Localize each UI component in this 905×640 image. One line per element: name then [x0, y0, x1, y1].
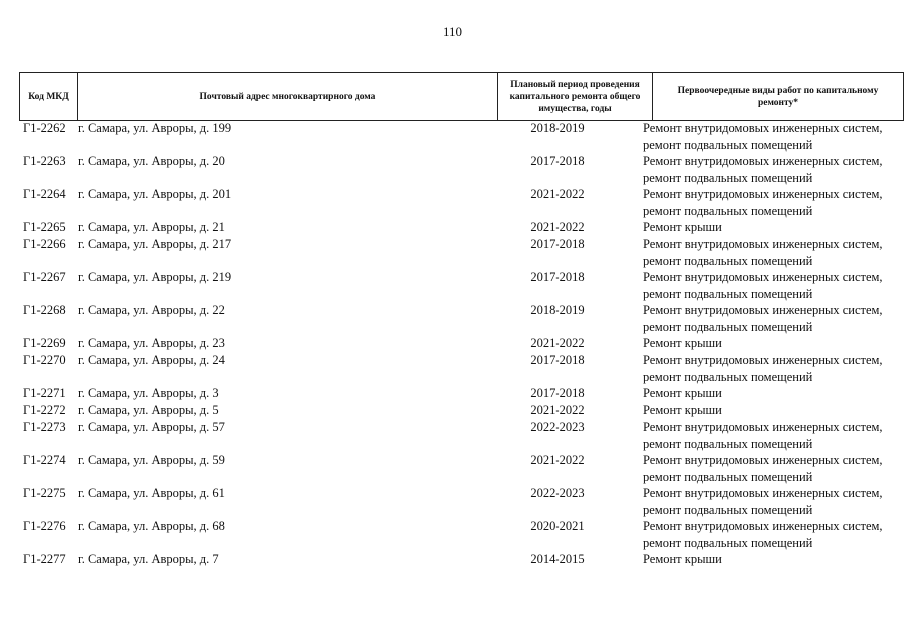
table-row [0, 485, 905, 518]
cell-works: Ремонт крыши [643, 403, 722, 417]
cell-address: г. Самара, ул. Авроры, д. 217 [78, 237, 232, 251]
cell-address: г. Самара, ул. Авроры, д. 199 [78, 121, 232, 135]
cell-period: 2022-2023 [530, 420, 585, 434]
cell-works: Ремонт внутридомовых инженерных систем, ремонт подвальных помещений [643, 154, 883, 185]
header-code: Код МКД [19, 73, 77, 120]
cell-works: Ремонт крыши [643, 220, 722, 234]
cell-works: Ремонт внутридомовых инженерных систем, ремонт подвальных помещений [643, 270, 883, 301]
table-row [0, 153, 905, 186]
cell-address: г. Самара, ул. Авроры, д. 3 [78, 386, 219, 400]
cell-period: 2020-2021 [530, 519, 585, 533]
table-row [0, 269, 905, 302]
cell-address: г. Самара, ул. Авроры, д. 7 [78, 552, 219, 566]
cell-period: 2014-2015 [530, 552, 585, 566]
header-period: Плановый период проведения капитального ремонта общего имущества, годы [497, 73, 652, 120]
cell-code: Г1-2270 [23, 353, 66, 367]
table-row [0, 219, 905, 236]
cell-address: г. Самара, ул. Авроры, д. 61 [78, 486, 225, 500]
cell-period: 2021-2022 [530, 453, 585, 467]
cell-works: Ремонт внутридомовых инженерных систем, ремонт подвальных помещений [643, 187, 883, 218]
table-row [0, 186, 905, 219]
cell-period: 2017-2018 [530, 237, 585, 251]
cell-address: г. Самара, ул. Авроры, д. 5 [78, 403, 219, 417]
cell-code: Г1-2262 [23, 121, 66, 135]
cell-period: 2022-2023 [530, 486, 585, 500]
cell-works: Ремонт внутридомовых инженерных систем, ремонт подвальных помещений [643, 353, 883, 384]
cell-period: 2017-2018 [530, 386, 585, 400]
cell-address: г. Самара, ул. Авроры, д. 22 [78, 303, 225, 317]
cell-address: г. Самара, ул. Авроры, д. 57 [78, 420, 225, 434]
header-address: Почтовый адрес многоквартирного дома [77, 73, 497, 120]
cell-works: Ремонт крыши [643, 336, 722, 350]
cell-address: г. Самара, ул. Авроры, д. 59 [78, 453, 225, 467]
table-row [0, 335, 905, 352]
cell-works: Ремонт внутридомовых инженерных систем, ремонт подвальных помещений [643, 303, 883, 334]
header-works: Первоочередные виды работ по капитальному ремонту* [652, 73, 904, 120]
cell-works: Ремонт крыши [643, 386, 722, 400]
cell-works: Ремонт внутридомовых инженерных систем, ремонт подвальных помещений [643, 420, 883, 451]
cell-code: Г1-2275 [23, 486, 66, 500]
cell-code: Г1-2264 [23, 187, 66, 201]
table-row [0, 402, 905, 419]
cell-period: 2018-2019 [530, 303, 585, 317]
cell-code: Г1-2265 [23, 220, 66, 234]
cell-code: Г1-2269 [23, 336, 66, 350]
table-row [0, 452, 905, 485]
cell-address: г. Самара, ул. Авроры, д. 24 [78, 353, 225, 367]
cell-works: Ремонт крыши [643, 552, 722, 566]
table-row [0, 120, 905, 153]
table-row [0, 518, 905, 551]
cell-code: Г1-2274 [23, 453, 66, 467]
cell-code: Г1-2263 [23, 154, 66, 168]
cell-works: Ремонт внутридомовых инженерных систем, ремонт подвальных помещений [643, 486, 883, 517]
cell-address: г. Самара, ул. Авроры, д. 20 [78, 154, 225, 168]
cell-works: Ремонт внутридомовых инженерных систем, ремонт подвальных помещений [643, 121, 883, 152]
cell-period: 2018-2019 [530, 121, 585, 135]
cell-period: 2017-2018 [530, 353, 585, 367]
cell-period: 2021-2022 [530, 220, 585, 234]
cell-period: 2017-2018 [530, 154, 585, 168]
cell-period: 2021-2022 [530, 403, 585, 417]
cell-code: Г1-2276 [23, 519, 66, 533]
cell-code: Г1-2267 [23, 270, 66, 284]
cell-period: 2021-2022 [530, 336, 585, 350]
table-row [0, 302, 905, 335]
cell-works: Ремонт внутридомовых инженерных систем, ремонт подвальных помещений [643, 237, 883, 268]
page-number: 110 [442, 24, 463, 39]
cell-period: 2017-2018 [530, 270, 585, 284]
cell-code: Г1-2273 [23, 420, 66, 434]
table-body [0, 120, 905, 568]
table-header [19, 72, 904, 121]
table-row [0, 385, 905, 402]
cell-address: г. Самара, ул. Авроры, д. 68 [78, 519, 225, 533]
cell-code: Г1-2268 [23, 303, 66, 317]
table-row [0, 236, 905, 269]
cell-address: г. Самара, ул. Авроры, д. 201 [78, 187, 232, 201]
cell-code: Г1-2277 [23, 552, 66, 566]
table-row [0, 352, 905, 385]
cell-address: г. Самара, ул. Авроры, д. 21 [78, 220, 225, 234]
cell-code: Г1-2266 [23, 237, 66, 251]
cell-works: Ремонт внутридомовых инженерных систем, ремонт подвальных помещений [643, 453, 883, 484]
cell-address: г. Самара, ул. Авроры, д. 219 [78, 270, 232, 284]
table-row [0, 419, 905, 452]
cell-code: Г1-2271 [23, 386, 66, 400]
table-row [0, 551, 905, 568]
cell-code: Г1-2272 [23, 403, 66, 417]
cell-period: 2021-2022 [530, 187, 585, 201]
cell-works: Ремонт внутридомовых инженерных систем, ремонт подвальных помещений [643, 519, 883, 550]
cell-address: г. Самара, ул. Авроры, д. 23 [78, 336, 225, 350]
